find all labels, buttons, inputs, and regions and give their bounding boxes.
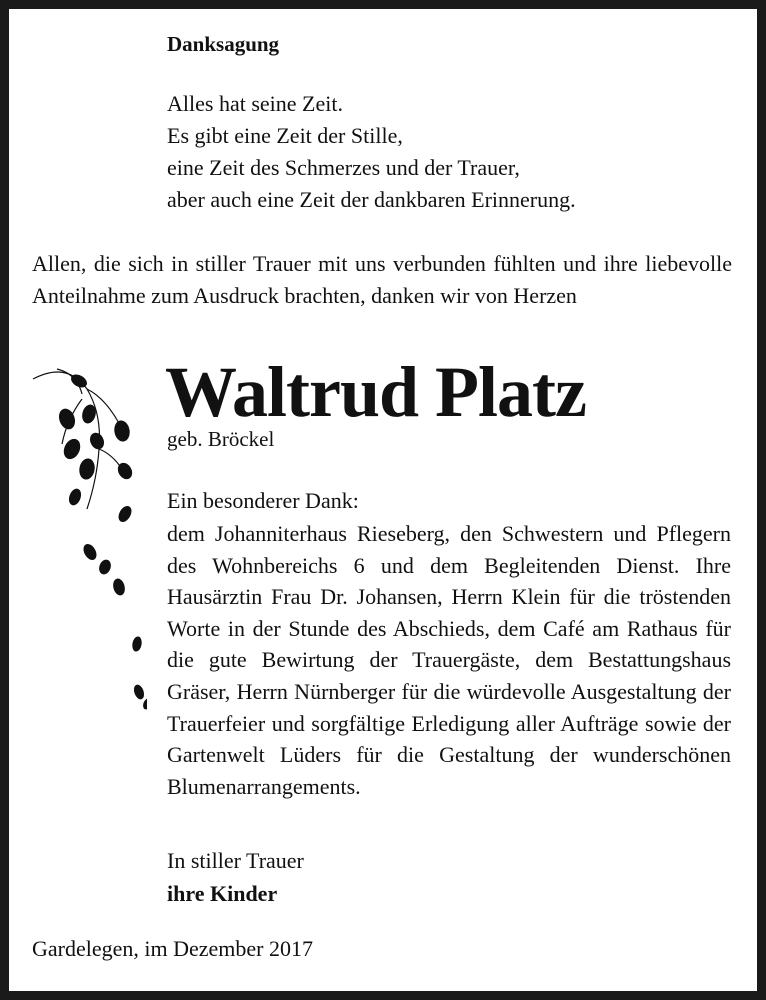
notice-heading: Danksagung [167, 32, 280, 56]
special-thanks-label: Ein besonderer Dank: [167, 488, 359, 513]
poem-line: Es gibt eine Zeit der Stille, [167, 123, 403, 148]
special-thanks-text: dem Johanniterhaus Rieseberg, den Schwestern und Pflegern des Wohnbereichs 6 und dem Begleitenden Dienst. Ihre Hausärztin Frau Dr. Johansen, Herrn Klein für die tröstenden Worte in der Stunde des Abschieds, dem Café am Rathaus für die gute Bewirtung der Trauergäste, dem Bestattungshaus Gräser, Herrn Nürnberger für die würdevolle Ausgestaltung der Trauerfeier und sorgfältige Erledigung aller Aufträge sowie der Gartenwelt Lüders für die Gestaltung der wunderschönen Blumenarrangements. [167, 521, 731, 799]
poem-line: aber auch eine Zeit der dankbaren Erinnerung. [167, 187, 576, 212]
signature: ihre Kinder [167, 881, 278, 906]
place-date: Gardelegen, im Dezember 2017 [32, 936, 313, 961]
obituary-card [9, 9, 757, 991]
poem-line: Alles hat seine Zeit. [167, 91, 343, 116]
poem-line: eine Zeit des Schmerzes und der Trauer, [167, 155, 520, 180]
thanks-paragraph: Allen, die sich in stiller Trauer mit uns verbunden fühlten und ihre liebevolle Anteilnahme zum Ausdruck brachten, danken wir von Herzen [32, 251, 732, 308]
maiden-name: geb. Bröckel [167, 427, 275, 451]
closing-line: In stiller Trauer [167, 848, 304, 873]
poem [167, 88, 576, 216]
deceased-name: Waltrud Platz [165, 352, 586, 432]
falling-leaves-icon [27, 359, 147, 719]
